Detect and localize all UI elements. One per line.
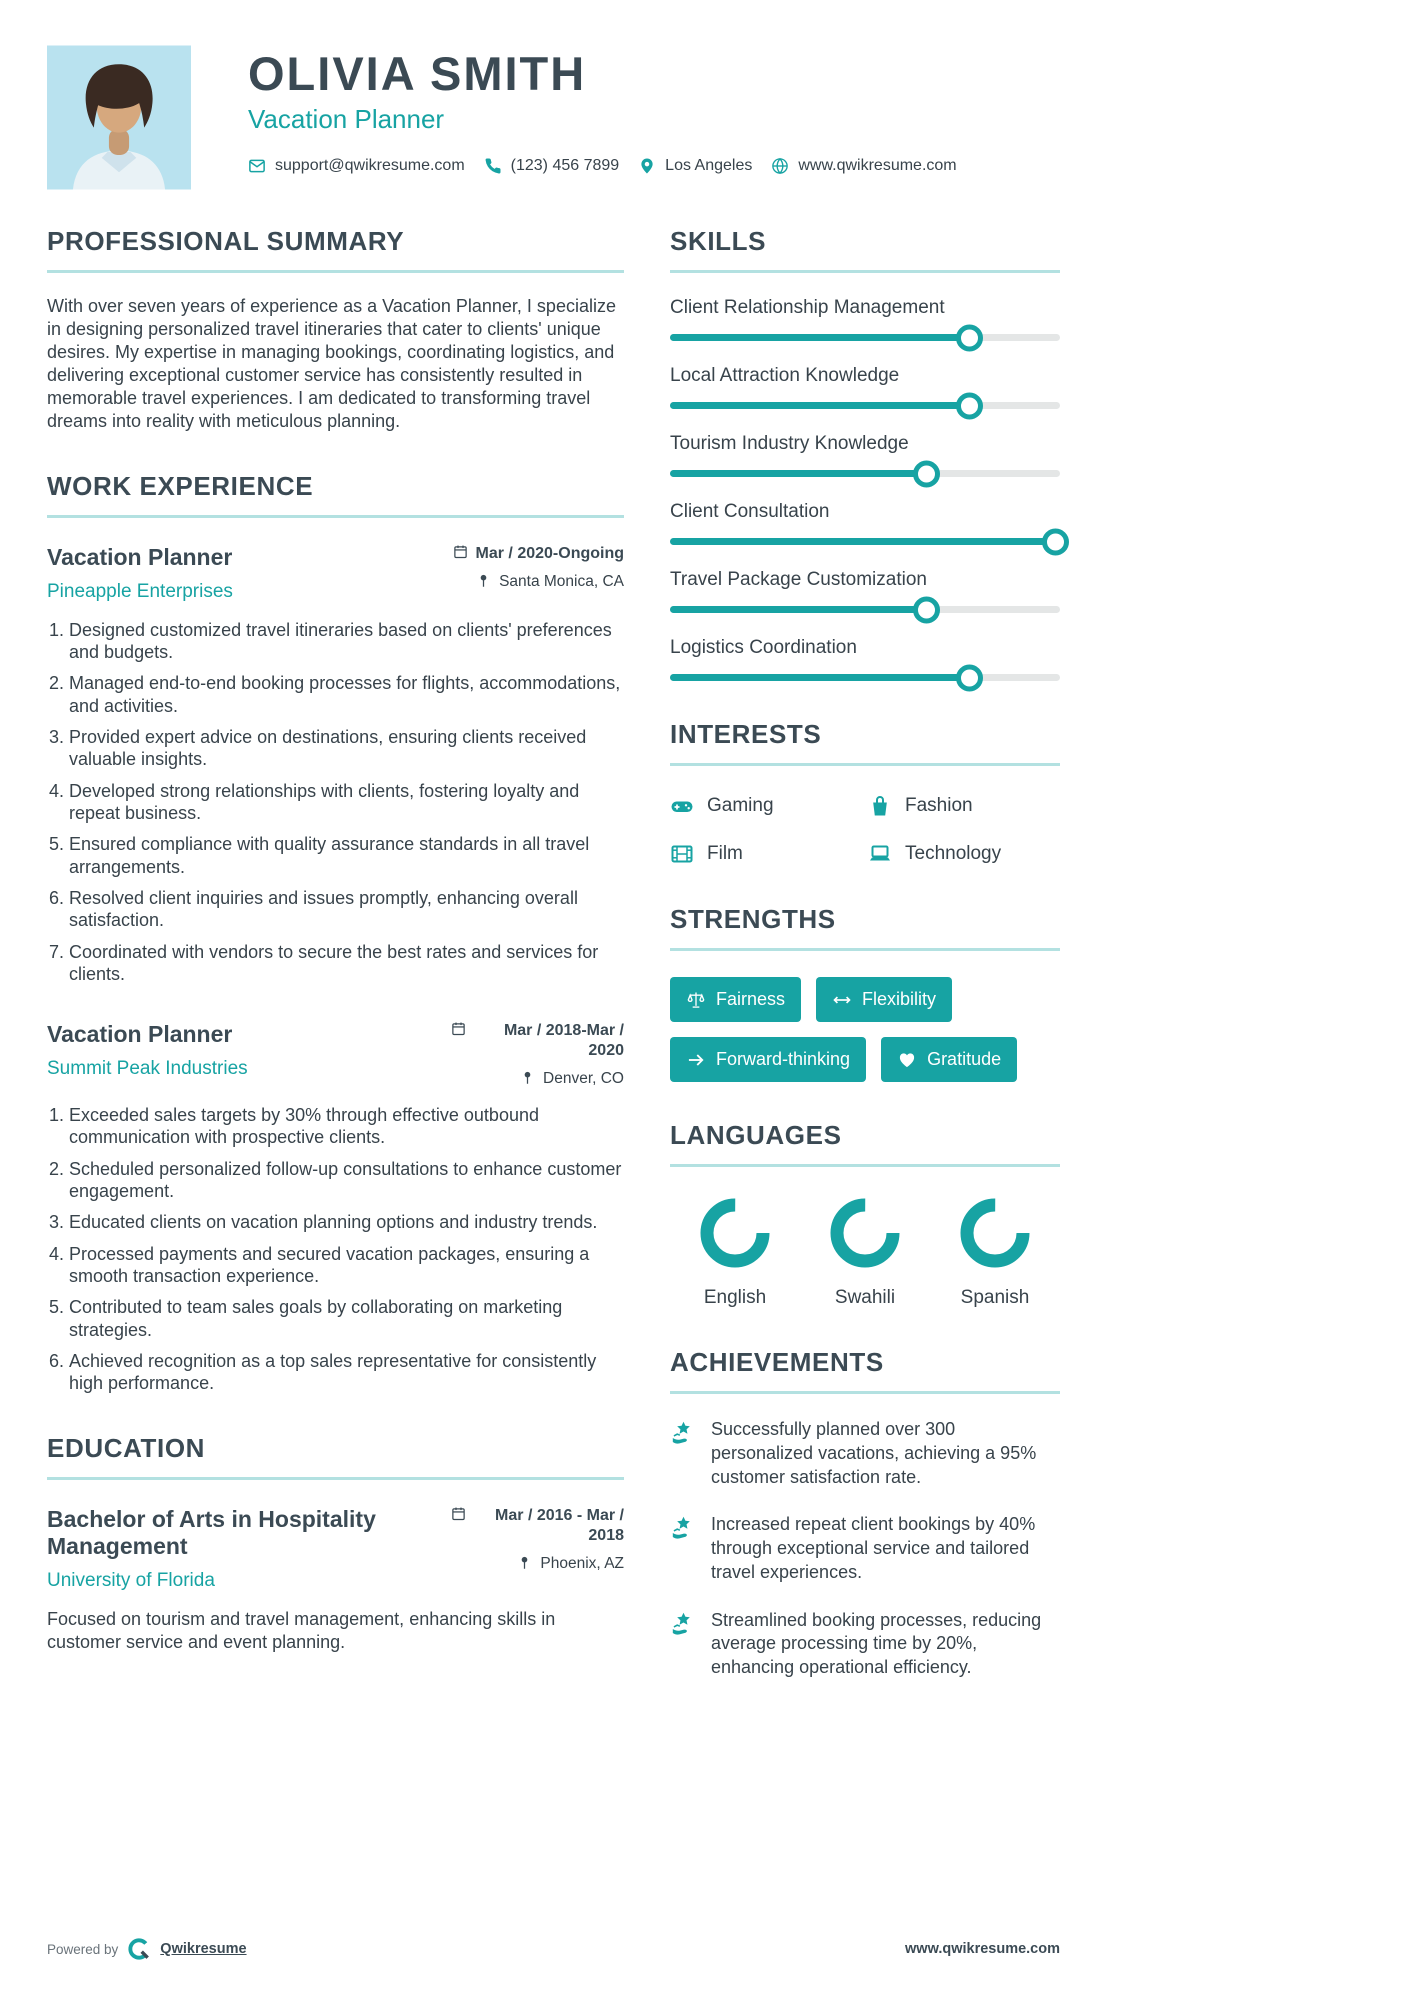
strength-badge [670, 977, 801, 1022]
achievements-heading: ACHIEVEMENTS [670, 1347, 1060, 1394]
location-icon [638, 157, 656, 175]
language-donut-chart [829, 1197, 901, 1269]
person-name: OLIVIA SMITH [248, 47, 587, 100]
arrow-right-icon [686, 1050, 706, 1070]
skill-label: Client Consultation [670, 501, 830, 522]
globe-icon [771, 157, 789, 175]
skill-bar [670, 402, 1060, 409]
job-entry [47, 544, 624, 985]
contact-row [248, 157, 957, 175]
achievement-item [670, 1609, 1060, 1680]
job-entry [47, 1021, 624, 1394]
strength-badge [670, 1037, 866, 1082]
skill-item [670, 637, 1060, 681]
right-column [670, 226, 1060, 1680]
left-column [47, 226, 624, 1655]
interests-section [670, 719, 1060, 866]
skill-bar-fill [670, 334, 974, 341]
left-right-arrows-icon [832, 990, 852, 1010]
job-bullet: 6. Resolved client inquiries and issues promptly, enhancing overall satisfaction. [69, 887, 624, 932]
achievement-text: Streamlined booking processes, reducing average processing time by 20%, enhancing operational efficiency. [711, 1609, 1042, 1677]
skill-bar-fill [670, 470, 931, 477]
education-degree: Bachelor of Arts in Hospitality Management [47, 1505, 376, 1560]
pushpin-icon [476, 573, 491, 588]
achievements-section [670, 1347, 1060, 1680]
language-item [800, 1197, 930, 1309]
strength-label: Flexibility [862, 989, 937, 1009]
skill-item [670, 297, 1060, 341]
job-bullet: 2. Managed end-to-end booking processes for flights, accommodations, and activities. [69, 672, 624, 717]
strengths-heading: STRENGTHS [670, 904, 1060, 951]
language-label: Swahili [834, 1287, 896, 1308]
skill-bar-fill [670, 538, 1060, 545]
skill-bar [670, 538, 1060, 545]
calendar-icon [451, 1021, 466, 1036]
job-bullet: 4. Processed payments and secured vacation packages, ensuring a smooth transaction experience. [69, 1243, 624, 1288]
achievement-item [670, 1513, 1060, 1584]
job-dates: Mar / 2020-Ongoing [475, 545, 624, 563]
education-description: Focused on tourism and travel management, enhancing skills in customer service and event planning. [47, 1608, 556, 1653]
strength-label: Forward-thinking [716, 1049, 851, 1069]
skill-label: Logistics Coordination [670, 637, 857, 658]
calendar-icon [451, 1506, 466, 1521]
phone-icon [484, 157, 502, 175]
job-bullets [47, 619, 624, 985]
header [47, 45, 1060, 190]
strengths-section [670, 904, 1060, 1082]
job-bullet: 1. Designed customized travel itineraries based on clients' preferences and budgets. [69, 619, 624, 664]
star-hand-icon [670, 1611, 697, 1638]
bag-icon [868, 794, 892, 818]
contact-email[interactable] [248, 157, 465, 175]
language-item [670, 1197, 800, 1309]
heart-icon [897, 1050, 917, 1070]
person-title: Vacation Planner [248, 104, 445, 135]
pushpin-icon [517, 1555, 532, 1570]
skill-bar [670, 606, 1060, 613]
profile-photo [47, 45, 191, 190]
job-dates: Mar / 2018-Mar / 2020 [503, 1022, 624, 1060]
skill-bar-fill [670, 674, 974, 681]
job-bullet: 3. Provided expert advice on destinations, ensuring clients received valuable insights. [69, 726, 624, 771]
laptop-icon [868, 842, 892, 866]
skill-item [670, 365, 1060, 409]
job-bullet: 7. Coordinated with vendors to secure the best rates and services for clients. [69, 941, 624, 986]
interest-item [868, 794, 1060, 818]
skill-item [670, 501, 1060, 545]
languages-section [670, 1120, 1060, 1309]
pushpin-icon [520, 1070, 535, 1085]
star-hand-icon [670, 1420, 697, 1447]
qwikresume-logo-icon [126, 1936, 152, 1962]
contact-phone-text: (123) 456 7899 [510, 157, 620, 175]
skill-label: Local Attraction Knowledge [670, 365, 900, 386]
star-hand-icon [670, 1515, 697, 1542]
job-bullet: 3. Educated clients on vacation planning options and industry trends. [69, 1211, 624, 1233]
skill-label: Client Relationship Management [670, 297, 945, 318]
strength-label: Gratitude [927, 1049, 1002, 1069]
skill-label: Tourism Industry Knowledge [670, 433, 909, 454]
contact-location-text: Los Angeles [665, 157, 753, 175]
interest-item [670, 794, 868, 818]
gamepad-icon [670, 794, 694, 818]
interest-item [868, 842, 1060, 866]
job-company: Pineapple Enterprises [47, 580, 233, 602]
job-bullets [47, 1104, 624, 1394]
skills-section [670, 226, 1060, 681]
interest-label: Film [707, 843, 743, 864]
film-icon [670, 842, 694, 866]
interests-heading: INTERESTS [670, 719, 1060, 766]
contact-location [638, 157, 752, 175]
job-title: Vacation Planner [47, 544, 233, 571]
achievement-item [670, 1418, 1060, 1489]
language-item [930, 1197, 1060, 1309]
job-location: Santa Monica, CA [499, 573, 624, 591]
job-bullet: 6. Achieved recognition as a top sales representative for consistently high performance. [69, 1350, 624, 1395]
strength-badge [816, 977, 952, 1022]
job-company: Summit Peak Industries [47, 1057, 248, 1079]
language-label: Spanish [960, 1287, 1030, 1308]
skill-item [670, 433, 1060, 477]
language-donut-chart [959, 1197, 1031, 1269]
education-dates: Mar / 2016 - Mar / 2018 [495, 1506, 624, 1544]
contact-email-text: support@qwikresume.com [275, 157, 465, 175]
work-heading: WORK EXPERIENCE [47, 471, 624, 518]
skill-bar [670, 470, 1060, 477]
contact-website-text: www.qwikresume.com [798, 157, 957, 175]
skill-bar [670, 674, 1060, 681]
skills-heading: SKILLS [670, 226, 1060, 273]
job-location: Denver, CO [543, 1070, 624, 1088]
achievement-text: Increased repeat client bookings by 40% through exceptional service and tailored travel experiences. [711, 1514, 1036, 1582]
job-bullet: 4. Developed strong relationships with clients, fostering loyalty and repeat business. [69, 780, 624, 825]
calendar-icon [453, 544, 468, 559]
summary-text: With over seven years of experience as a Vacation Planner, I specialize in designing personalized travel itineraries that cater to clients' unique desires. My expertise in managing bookings, coordinating logistics, and delivering exceptional customer service has consistently resulted in memorable travel experiences. I am dedicated to transforming travel dreams into reality with meticulous planning. [47, 296, 616, 432]
interest-label: Fashion [905, 795, 973, 816]
education-heading: EDUCATION [47, 1433, 624, 1480]
skill-label: Travel Package Customization [670, 569, 927, 590]
footer [47, 1936, 1060, 1962]
job-title: Vacation Planner [47, 1021, 233, 1048]
language-donut-chart [699, 1197, 771, 1269]
work-experience-section [47, 471, 624, 1394]
qwikresume-brand-link[interactable]: Qwikresume [160, 1941, 247, 1957]
education-section [47, 1433, 624, 1655]
interest-item [670, 842, 868, 866]
language-label: English [703, 1287, 767, 1308]
summary-section [47, 226, 624, 433]
strength-badge [881, 1037, 1017, 1082]
education-school: University of Florida [47, 1569, 215, 1591]
education-location: Phoenix, AZ [540, 1554, 624, 1572]
strength-label: Fairness [716, 989, 786, 1009]
skill-item [670, 569, 1060, 613]
achievement-text: Successfully planned over 300 personalized vacations, achieving a 95% customer satisfaction rate. [711, 1419, 1037, 1487]
job-bullet: 5. Contributed to team sales goals by collaborating on marketing strategies. [69, 1296, 624, 1341]
interest-label: Gaming [707, 795, 774, 816]
interest-label: Technology [905, 843, 1002, 864]
job-bullet: 5. Ensured compliance with quality assurance standards in all travel arrangements. [69, 833, 624, 878]
job-bullet: 2. Scheduled personalized follow-up consultations to enhance customer engagement. [69, 1158, 624, 1203]
summary-heading: PROFESSIONAL SUMMARY [47, 226, 624, 273]
scales-icon [686, 990, 706, 1010]
skill-bar-fill [670, 606, 931, 613]
contact-phone[interactable] [484, 157, 620, 175]
email-icon [248, 157, 266, 175]
skill-bar [670, 334, 1060, 341]
contact-website[interactable] [771, 157, 956, 175]
languages-heading: LANGUAGES [670, 1120, 1060, 1167]
job-bullet: 1. Exceeded sales targets by 30% through effective outbound communication with prospective clients. [69, 1104, 624, 1149]
footer-url[interactable]: www.qwikresume.com [905, 1941, 1060, 1957]
skill-bar-fill [670, 402, 974, 409]
powered-by-label: Powered by [47, 1941, 119, 1957]
